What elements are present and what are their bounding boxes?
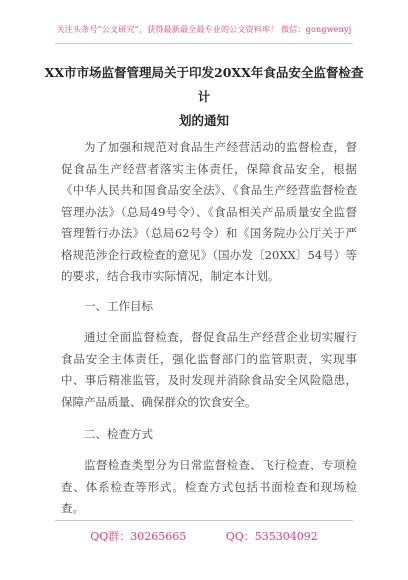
- section-heading-goals: 一、工作目标: [84, 299, 153, 313]
- title-line-2: 划的通知: [178, 113, 229, 128]
- top-divider: [55, 43, 353, 44]
- footer-contact: [0, 528, 408, 544]
- section-heading-methods: 二、检查方式: [84, 427, 153, 441]
- footer-qq: QQ：535304092: [225, 530, 318, 543]
- bottom-divider: [55, 520, 353, 521]
- paragraph-goals: 通过全面监督检查，督促食品生产经营企业切实履行食品安全主体责任，强化监督部门的监管职责，实现事中、事后精准监管，及时发现并消除食品安全风险隐患，保障产品质量、确保群众的饮食安全。: [61, 330, 357, 409]
- title-line-1: XX市市场监督管理局关于印发20XX年食品安全监督检查计: [44, 65, 364, 104]
- top-banner: 关注头条号“公文研究”，获得最新最全最专业的公文资料库！ 微信：gongwenyj: [56, 25, 352, 34]
- paragraph-intro: 为了加强和规范对食品生产经营活动的监督检查，督促食品生产经营者落实主体责任，保障食品安全，根据《中华人民共和国食品安全法》、《食品生产经营监督检查管理办法》（总局49号令）、《食品相关产品质量安全监督管理暂行办法》（总局62号令）和《国务院办公厅关于严格规范涉企行政检查的意见》（国办发〔20XX〕54号）等的要求，结合我市实际情况，制定本计划。: [61, 140, 357, 283]
- document-title: [44, 61, 364, 133]
- footer-qq-group: QQ群：30265665: [90, 530, 187, 543]
- paragraph-methods: 监督检查类型分为日常监督检查、飞行检查、专项检查、体系检查等形式。检查方式包括书面检查和现场检查。: [61, 458, 357, 515]
